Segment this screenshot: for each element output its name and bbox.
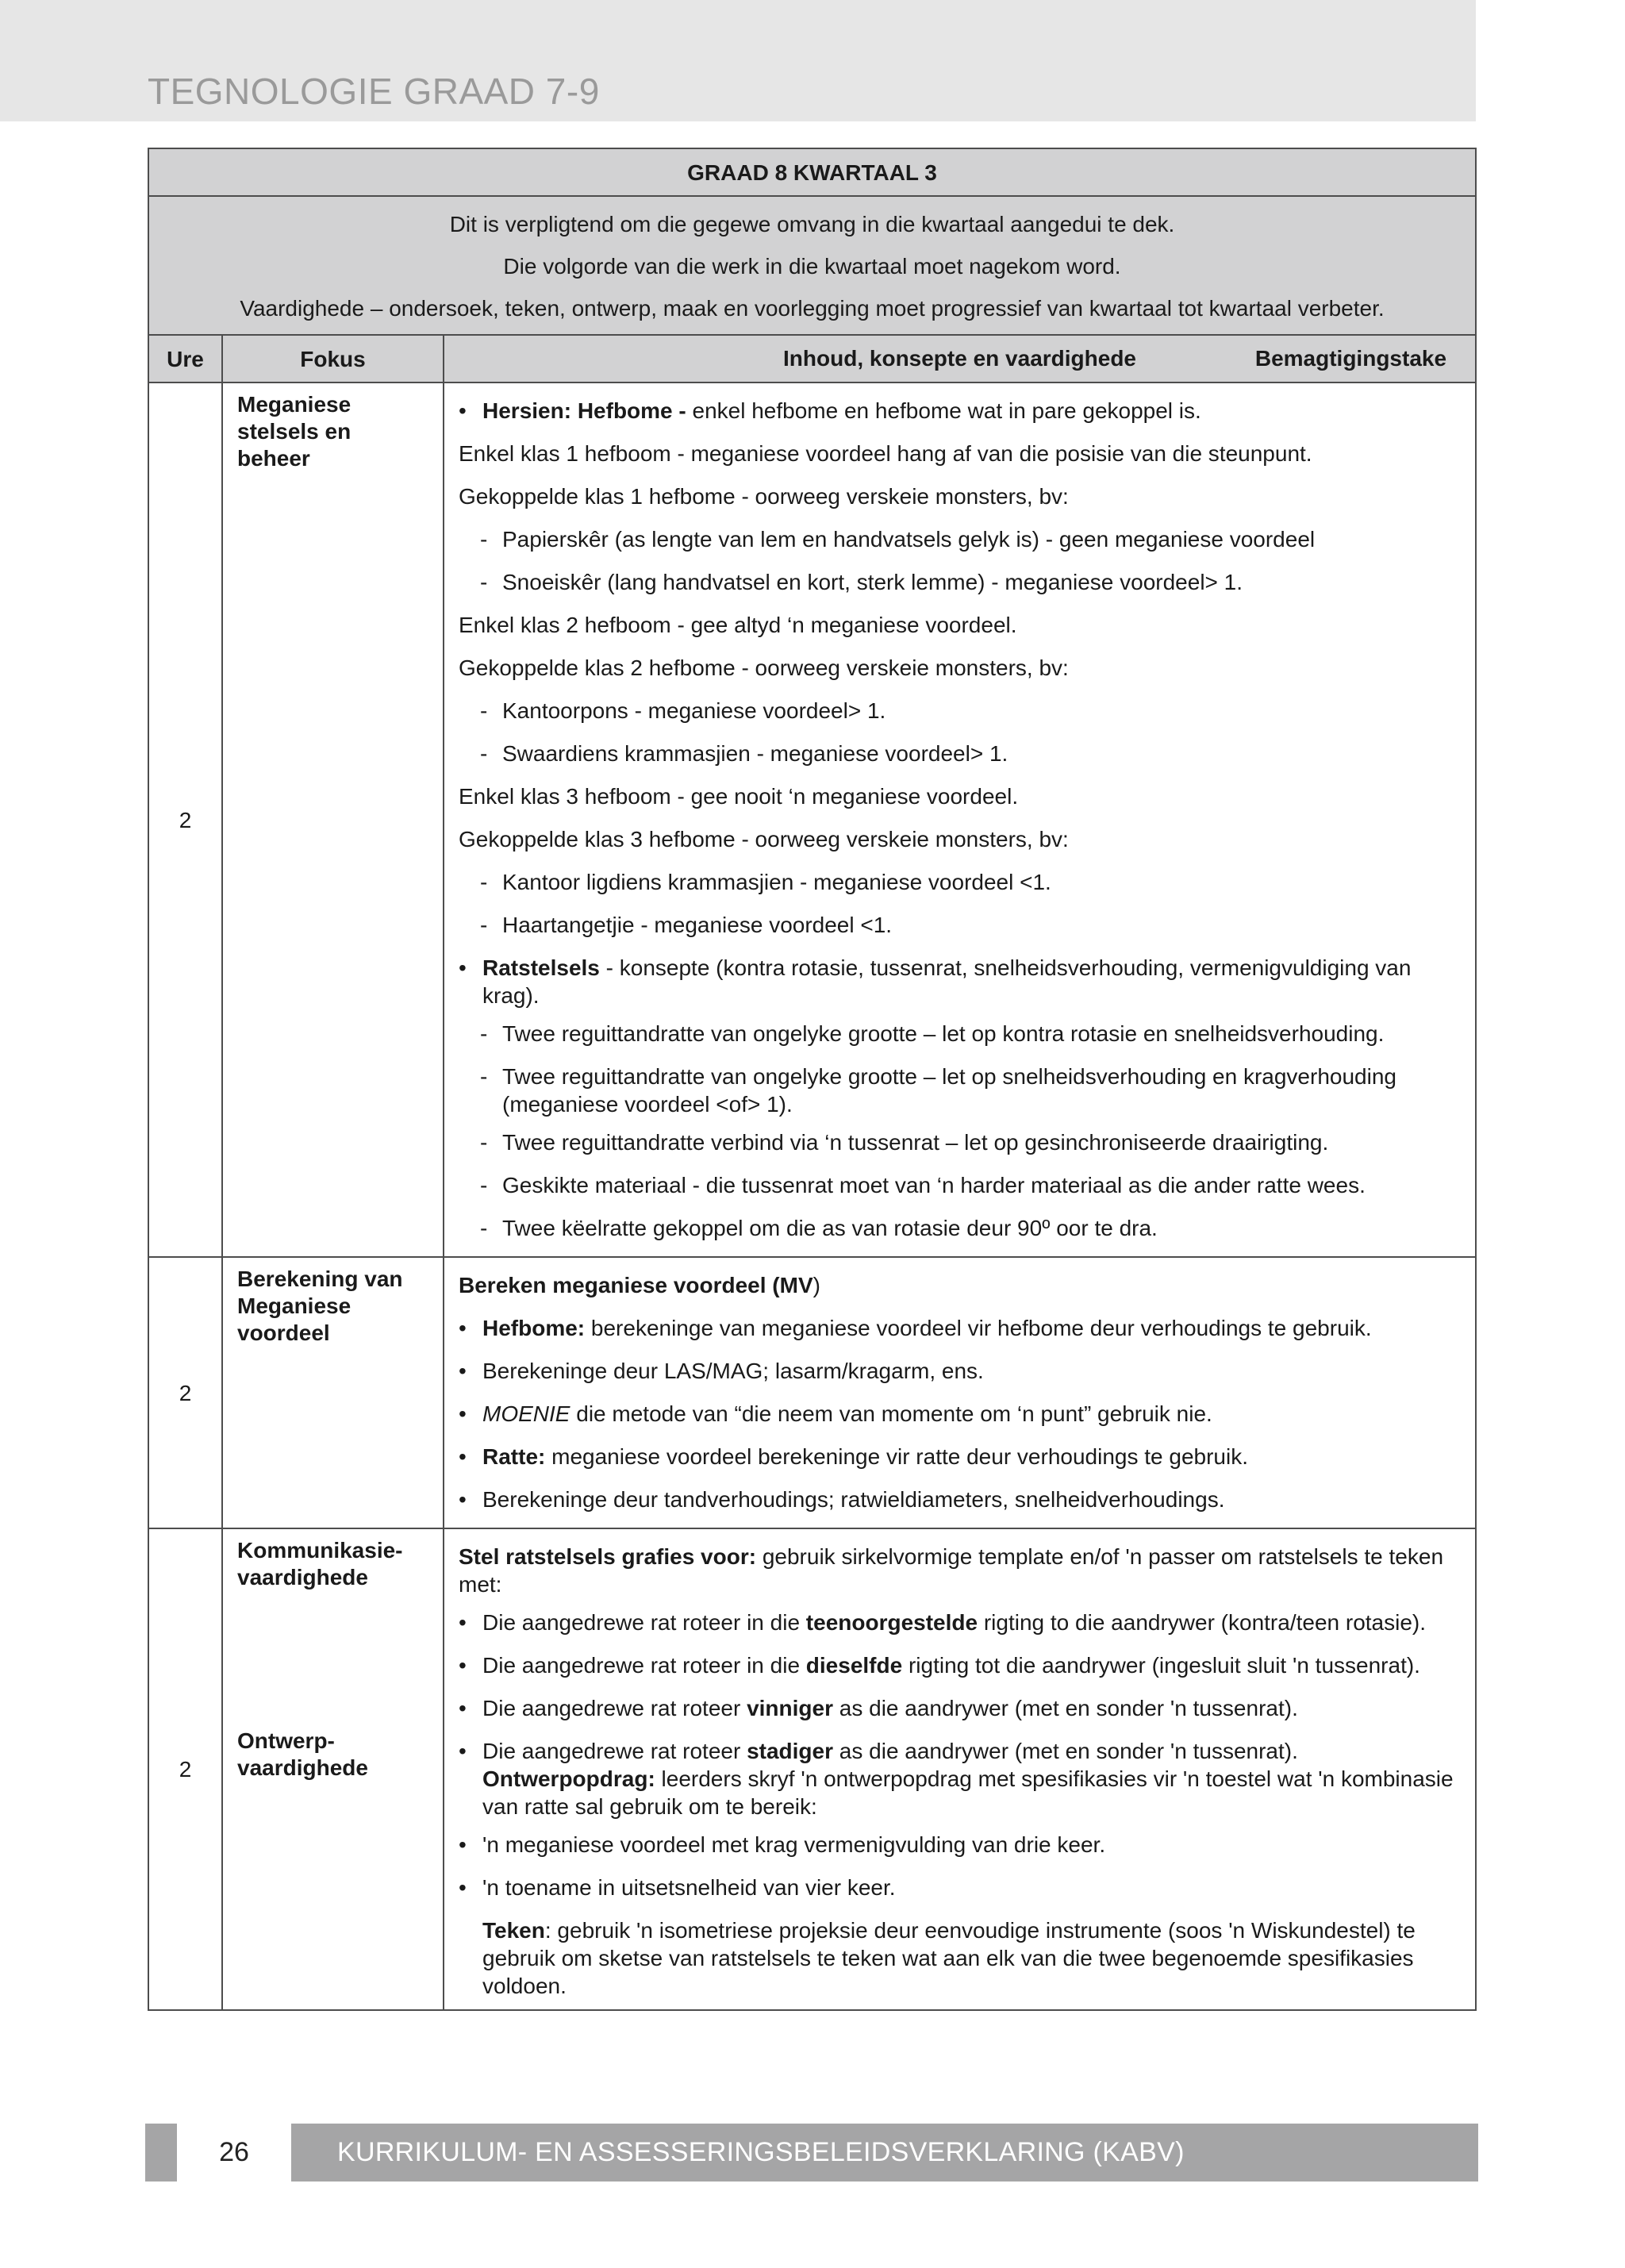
page-number: 26 xyxy=(177,2124,291,2182)
footer-title: KURRIKULUM- EN ASSESSERINGSBELEIDSVERKLARING (KABV) xyxy=(337,2137,1185,2167)
content-line: Enkel klas 1 hefboom - meganiese voordeel hang af van die posisie van die steunpunt. xyxy=(459,441,1312,466)
column-header-inhoud-label: Inhoud, konsepte en vaardighede xyxy=(783,346,1136,371)
note-line: Die volgorde van die werk in die kwartaal moet nagekom word. xyxy=(503,254,1121,279)
curriculum-table xyxy=(148,148,1477,2011)
bullet-item: • Hefbome: berekeninge van meganiese voordeel vir hefbome deur verhoudings te gebruik. xyxy=(459,1316,1372,1340)
content-heading: Bereken meganiese voordeel (MV) xyxy=(459,1273,820,1297)
bullet-item: • Die aangedrewe rat roteer in die dieselfde rigting tot die aandrywer (ingesluit sluit 'n tussenrat). xyxy=(459,1653,1420,1678)
bullet-item: • Ratstelsels - konsepte (kontra rotasie, tussenrat, snelheidsverhouding, vermenigvuldiging van krag). xyxy=(459,955,1412,1008)
bullet-item: • Hersien: Hefbome - enkel hefbome en hefbome wat in pare gekoppel is. xyxy=(459,398,1201,423)
bullet-item: • Berekeninge deur tandverhoudings; ratwieldiameters, snelheidverhoudings. xyxy=(459,1487,1225,1512)
ure-cell: 2 xyxy=(148,1528,222,2010)
fokus-label: Berekening van Meganiese voordeel xyxy=(237,1267,403,1345)
dash-item: - Haartangetjie - meganiese voordeel <1. xyxy=(480,913,893,937)
note-line: Dit is verpligtend om die gegewe omvang in die kwartaal aangedui te dek. xyxy=(449,212,1175,236)
inhoud-cell xyxy=(444,1257,1476,1528)
bullet-item: • Berekeninge deur LAS/MAG; lasarm/kragarm, ens. xyxy=(459,1359,984,1383)
table-row xyxy=(148,1257,1476,1528)
dash-item: - Twee reguittandratte van ongelyke grootte – let op snelheidsverhouding en kragverhouding (meganiese voordeel <of> 1). xyxy=(480,1064,1396,1117)
bullet-item: • Die aangedrewe rat roteer in die teenoorgestelde rigting to die aandrywer (kontra/teen rotasie). xyxy=(459,1610,1427,1635)
dash-item: - Snoeiskêr (lang handvatsel en kort, sterk lemme) - meganiese voordeel> 1. xyxy=(480,570,1243,594)
ure-cell: 2 xyxy=(148,1257,222,1528)
content-heading: Stel ratstelsels grafies voor: gebruik sirkelvormige template en/of 'n passer om ratstelsels te teken met: xyxy=(459,1544,1444,1597)
fokus-cell xyxy=(222,1257,444,1528)
page-header-title: TEGNOLOGIE GRAAD 7-9 xyxy=(148,71,600,112)
note-line: Vaardighede – ondersoek, teken, ontwerp, maak en voorlegging moet progressief van kwartaal tot kwartaal verbeter. xyxy=(240,296,1385,321)
table-row xyxy=(148,1528,1476,2010)
dash-item: - Twee reguittandratte verbind via ‘n tussenrat – let op gesinchroniseerde draairigting. xyxy=(480,1130,1329,1155)
dash-item: - Swaardiens krammasjien - meganiese voordeel> 1. xyxy=(480,741,1008,766)
content-line: Enkel klas 2 hefboom - gee altyd ‘n meganiese voordeel. xyxy=(459,613,1017,637)
fokus-cell xyxy=(222,1528,444,2010)
fokus-label: Meganiese stelsels en beheer xyxy=(237,392,352,471)
table-notes xyxy=(148,196,1476,335)
content-line: Gekoppelde klas 2 hefbome - oorweeg verskeie monsters, bv: xyxy=(459,655,1069,680)
ure-cell: 2 xyxy=(148,382,222,1257)
column-header-bemagtiging-label: Bemagtigingstake xyxy=(1254,346,1447,371)
inhoud-cell xyxy=(444,1528,1476,2010)
dash-item: - Geskikte materiaal - die tussenrat moet van ‘n harder materiaal as die ander ratte wees. xyxy=(480,1173,1366,1197)
fokus-label: Ontwerp-vaardighede xyxy=(237,1728,368,1780)
dash-item: - Kantoor ligdiens krammasjien - meganiese voordeel <1. xyxy=(480,870,1051,894)
bullet-item: • Die aangedrewe rat roteer vinniger as die aandrywer (met en sonder 'n tussenrat). xyxy=(459,1696,1298,1720)
dash-item: - Twee reguittandratte van ongelyke grootte – let op kontra rotasie en snelheidsverhouding. xyxy=(480,1021,1385,1046)
bullet-item: • 'n meganiese voordeel met krag vermenigvulding van drie keer. xyxy=(459,1832,1106,1857)
table-row xyxy=(148,382,1476,1257)
inhoud-cell xyxy=(444,382,1476,1257)
bullet-item: • Die aangedrewe rat roteer stadiger as die aandrywer (met en sonder 'n tussenrat). Ontwerpopdrag: leerders skryf 'n ontwerpopdrag met spesifikasies vir 'n toestel wat 'n kombinasie van ratte sal gebruik om te bereik: xyxy=(459,1739,1454,1819)
fokus-label: Kommunikasie-vaardighede xyxy=(237,1538,403,1590)
bullet-item: • MOENIE die metode van “die neem van momente om ‘n punt” gebruik nie. xyxy=(459,1401,1212,1426)
dash-item: - Kantoorpons - meganiese voordeel> 1. xyxy=(480,698,886,723)
dash-item: - Papierskêr (as lengte van lem en handvatsels gelyk is) - geen meganiese voordeel xyxy=(480,527,1316,552)
content-line: Enkel klas 3 hefboom - gee nooit ‘n meganiese voordeel. xyxy=(459,784,1019,809)
bullet-item: • Ratte: meganiese voordeel berekeninge vir ratte deur verhoudings te gebruik. xyxy=(459,1444,1248,1469)
dash-item: - Twee këelratte gekoppel om die as van rotasie deur 90º oor te dra. xyxy=(480,1216,1158,1240)
fokus-cell xyxy=(222,382,444,1257)
content-paragraph: Teken: gebruik 'n isometriese projeksie deur eenvoudige instrumente (soos 'n Wiskundestel) te gebruik om sketse van ratstelsels te teken wat aan elk van die twee begenoemde spesifikasies voldoen. xyxy=(482,1918,1416,1998)
content-line: Gekoppelde klas 3 hefbome - oorweeg verskeie monsters, bv: xyxy=(459,827,1069,851)
column-header-inhoud xyxy=(444,335,1476,382)
column-header-fokus: Fokus xyxy=(222,335,444,382)
bullet-item: • 'n toename in uitsetsnelheid van vier keer. xyxy=(459,1875,896,1900)
column-header-ure: Ure xyxy=(148,335,222,382)
content-line: Gekoppelde klas 1 hefbome - oorweeg verskeie monsters, bv: xyxy=(459,484,1069,509)
table-title: GRAAD 8 KWARTAAL 3 xyxy=(148,148,1476,196)
